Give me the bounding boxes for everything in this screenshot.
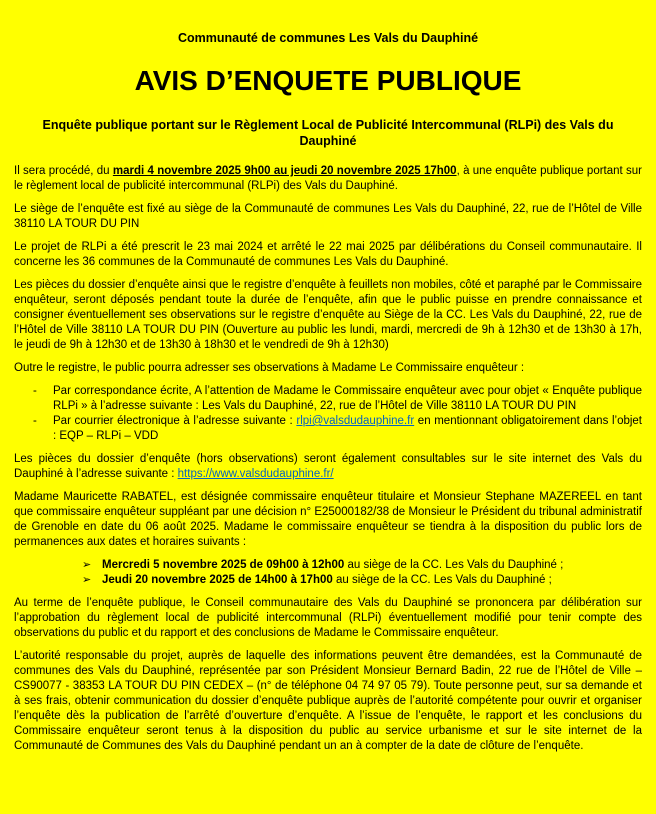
text-run: Il sera procédé, du	[14, 165, 113, 177]
text-run: Par correspondance écrite, A l’attention de Madame le Commissaire enquêteur avec pour objet « Enquête publique RLPi » à l’adresse suivante : Les Vals du Dauphiné, 22, rue de l’Hôtel de Ville 38110 LA TOUR DU PIN	[53, 385, 642, 412]
list-item	[14, 573, 642, 588]
paragraph-inquiry-dates	[14, 164, 642, 194]
organization-name: Communauté de communes Les Vals du Dauphiné	[177, 31, 479, 45]
text-run: , à une enquête publique portant sur le règlement local de publicité intercommunal (RLPi) des Vals du Dauphiné.	[14, 165, 643, 192]
list-item	[14, 384, 642, 414]
paragraph-project-history	[14, 240, 642, 270]
text-run: Jeudi 20 novembre 2025 de 14h00 à 17h00	[102, 574, 333, 586]
list-item-text	[102, 558, 642, 573]
list-item-text	[53, 414, 642, 444]
text-run: L’autorité responsable du projet, auprès de laquelle des informations peuvent être demandées, est la Communauté de communes des Vals du Dauphiné, représentée par son Président Monsieur Bernard Badin, 22 rue de l’Hôtel de Ville – CS90077 - 38353 LA TOUR DU PIN CEDEX – (n° de téléphone 04 74 97 05 79). Toute personne peut, sur sa demande et à ses frais, obtenir communication du dossier d’enquête publique auprès de l’autorité compétente pour ouvrir et organiser l’enquête dès la publication de l’arrêté d’ouverture d’enquête. A l’issue de l’enquête, le rapport et les conclusions du Commissaire enquêteur seront tenus à la disposition du public au service urbanisme et sur le site internet de la Communauté de Communes des Vals du Dauphiné pendant un an à compter de la date de clôture de l’enquête.	[14, 650, 642, 752]
list-item	[14, 558, 642, 573]
notice-subtitle: Enquête publique portant sur le Règlement Local de Publicité Intercommunal (RLPi) des Vals du Dauphiné	[42, 118, 614, 148]
list-item-text	[53, 384, 642, 414]
arrow-bullet: ➢	[82, 559, 92, 571]
text-run: Le siège de l’enquête est fixé au siège de la Communauté de communes Les Vals du Dauphiné, 22, rue de l’Hôtel de Ville 38110 LA TOUR DU PIN	[14, 203, 642, 230]
dash-bullet: -	[33, 385, 37, 397]
paragraph-commissioner-designation	[14, 490, 642, 550]
permanence-dates-list	[14, 558, 642, 588]
paragraph-council-decision	[14, 596, 642, 641]
paragraph-responsible-authority	[14, 649, 642, 754]
arrow-bullet: ➢	[82, 574, 92, 586]
list-item-text	[102, 573, 642, 588]
email-link[interactable]: rlpi@valsdudauphine.fr	[296, 415, 415, 427]
website-link[interactable]: https://www.valsdudauphine.fr/	[177, 468, 334, 480]
paragraph-inquiry-seat	[14, 202, 642, 232]
paragraph-dossier-register	[14, 278, 642, 353]
paragraph-online-dossier	[14, 452, 642, 482]
paragraph-observations-intro	[14, 361, 642, 376]
text-run: mardi 4 novembre 2025 9h00 au jeudi 20 novembre 2025 17h00	[112, 165, 457, 177]
text-run: Madame Mauricette RABATEL, est désignée commissaire enquêteur titulaire et Monsieur Stephane MAZEREEL en tant que commissaire enquêteur suppléant par une décision n° E25000182/38 de Monsieur le Président du tribunal administratif de Grenoble en date du 06 août 2025. Madame le commissaire enquêteur se tiendra à la disposition du public lors de permanences aux dates et horaires suivants :	[14, 491, 642, 548]
text-run: Outre le registre, le public pourra adresser ses observations à Madame Le Commissaire enquêteur :	[14, 362, 525, 374]
notice-body	[14, 164, 642, 754]
text-run: Mercredi 5 novembre 2025 de 09h00 à 12h00	[102, 559, 345, 571]
text-run: Par courrier électronique à l’adresse suivante :	[53, 415, 297, 427]
text-run: au siège de la CC. Les Vals du Dauphiné ;	[332, 574, 552, 586]
text-run: Les pièces du dossier d’enquête (hors observations) seront également consultables sur le site internet des Vals du Dauphiné à l’adresse suivante :	[14, 453, 642, 480]
text-run: en mentionnant obligatoirement dans l’objet : EQP – RLPi – VDD	[53, 415, 643, 442]
list-item	[14, 414, 642, 444]
dash-bullet: -	[33, 415, 37, 427]
text-run: Au terme de l’enquête publique, le Conseil communautaire des Vals du Dauphiné se prononcera par délibération sur l’approbation du règlement local de publicité intercommunal (RLPi) éventuellement modifié pour tenir compte des observations du public et du rapport et des conclusions de Madame le Commissaire enquêteur.	[14, 597, 642, 639]
page-title: AVIS D’ENQUETE PUBLIQUE	[134, 65, 522, 96]
text-run: Les pièces du dossier d’enquête ainsi que le registre d’enquête à feuillets non mobiles, côté et paraphé par le Commissaire enquêteur, seront déposés pendant toute la durée de l’enquête, afin que le public puisse en prendre connaissance et consigner éventuellement ses observations sur le registre d’enquête au Siège de la CC. Les Vals du Dauphiné, 22, rue de l’Hôtel de Ville 38110 LA TOUR DU PIN (Ouverture au public les lundi, mardi, mercredi de 9h à 12h30 et de 13h30 à 17h, le jeudi de 9h à 12h30 et de 13h30 à 18h30 et le vendredi de 9h à 12h30)	[14, 279, 642, 351]
text-run: Le projet de RLPi a été prescrit le 23 mai 2024 et arrêté le 22 mai 2025 par délibérations du Conseil communautaire. Il concerne les 36 communes de la Communauté de communes Les Vals du Dauphiné.	[14, 241, 642, 268]
observations-channels-list	[14, 384, 642, 444]
text-run: au siège de la CC. Les Vals du Dauphiné ;	[344, 559, 564, 571]
